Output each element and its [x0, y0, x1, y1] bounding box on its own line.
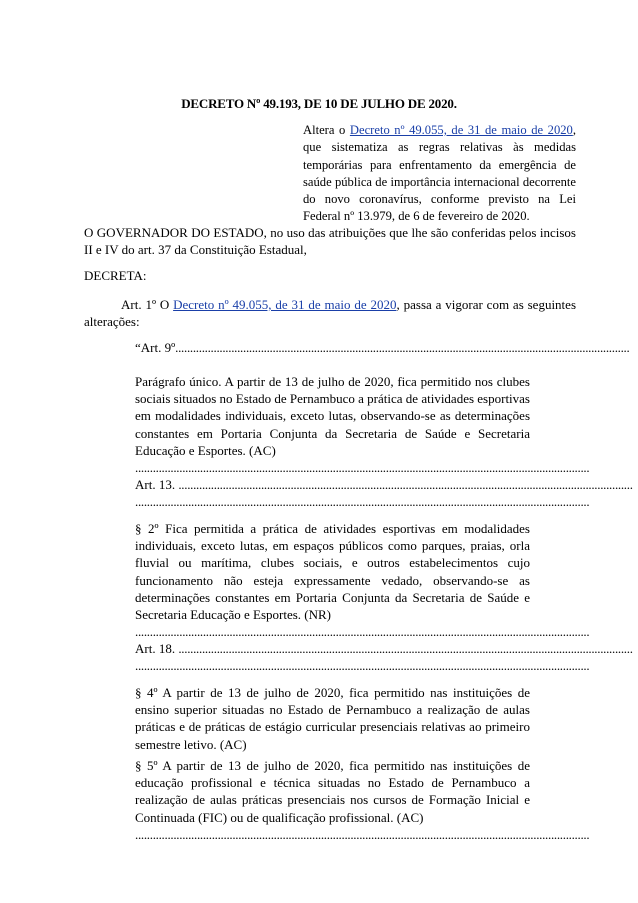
decree-title: DECRETO Nº 49.193, DE 10 DE JULHO DE 2020.: [181, 96, 457, 111]
art1-prefix: Art. 1º O: [121, 297, 174, 312]
art9-dots: ..........................................................................................................................................................: [175, 340, 630, 355]
art13-label: Art. 13.: [135, 477, 179, 492]
preamble-paragraph: O GOVERNADOR DO ESTADO, no uso das atribuições que lhe são conferidas pelos incisos II e IV do art. 37 da Constituição Estadual,: [84, 225, 576, 258]
ementa-suffix: , que sistematiza as regras relativas às medidas temporárias para enfrentamento da emergência de saúde pública de importância internacional decorrente do novo coronavírus, conforme previsto na Lei Federal nº 13.979, de 6 de fevereiro de 2020.: [303, 123, 576, 224]
art18-dots: ..........................................................................................................................................................: [178, 641, 633, 656]
art13-dots: ..........................................................................................................................................................: [178, 477, 633, 492]
ementa-prefix: Altera o: [303, 123, 350, 137]
art9-paragraph: [135, 373, 590, 476]
dotted-line: ..........................................................................................................................................................: [135, 460, 590, 476]
ementa-decree-link[interactable]: Decreto nº 49.055, de 31 de maio de 2020: [349, 123, 573, 137]
decree-ementa: [303, 122, 576, 226]
art9-line: [135, 339, 630, 356]
dotted-line: ..........................................................................................................................................................: [135, 826, 590, 842]
article-1: [84, 296, 576, 330]
art13-paragraph-2-text: § 2º Fica permitida a prática de atividades esportivas em modalidades individuais, exceto lutas, em espaços públicos como parques, praias, orla fluvial ou marítima, clubes sociais, e outros estabelecimentos cujo funcionamento não esteja expressamente vedado, observando-se as determinações constantes em Portaria Conjunta da Secretaria de Saúde e Secretaria Educação e Esportes. (NR): [135, 521, 530, 623]
art1-suffix: , passa a vigorar com as seguintes alterações:: [84, 297, 577, 330]
art18-paragraph-5-text: § 5º A partir de 13 de julho de 2020, fica permitido nas instituições de educação profissional e técnica situadas no Estado de Pernambuco a realização de aulas práticas presenciais nos cursos de Formação Inicial e Continuada (FIC) ou de qualificação profissional. (AC): [135, 758, 530, 825]
dotted-line: ..........................................................................................................................................................: [135, 494, 590, 509]
art18-dots-line: [135, 657, 590, 674]
art1-decree-link[interactable]: Decreto nº 49.055, de 31 de maio de 2020: [173, 297, 397, 312]
art18-paragraph-5: [135, 757, 590, 843]
art13-line: [135, 476, 633, 493]
art18-label: Art. 18.: [135, 641, 179, 656]
decreta-heading: DECRETA:: [84, 268, 147, 283]
dotted-line: ..........................................................................................................................................................: [135, 624, 590, 640]
art9-label: “Art. 9º: [135, 340, 176, 355]
art18-paragraph-4: § 4º A partir de 13 de julho de 2020, fica permitido nas instituições de ensino superior situadas no Estado de Pernambuco a realização de aulas práticas e de práticas de estágio curricular presenciais relativas ao primeiro semestre letivo. (AC): [135, 685, 530, 752]
art9-paragraph-text: Parágrafo único. A partir de 13 de julho de 2020, fica permitido nos clubes sociais situados no Estado de Pernambuco a prática de atividades esportivas em modalidades individuais, exceto lutas, observando-se as determinações constantes em Portaria Conjunta da Secretaria de Saúde e Secretaria Educação e Esportes. (AC): [135, 374, 530, 458]
art13-paragraph-2: [135, 520, 590, 640]
art13-dots-line: [135, 493, 590, 510]
art18-line: [135, 640, 633, 657]
dotted-line: ..........................................................................................................................................................: [135, 658, 590, 673]
